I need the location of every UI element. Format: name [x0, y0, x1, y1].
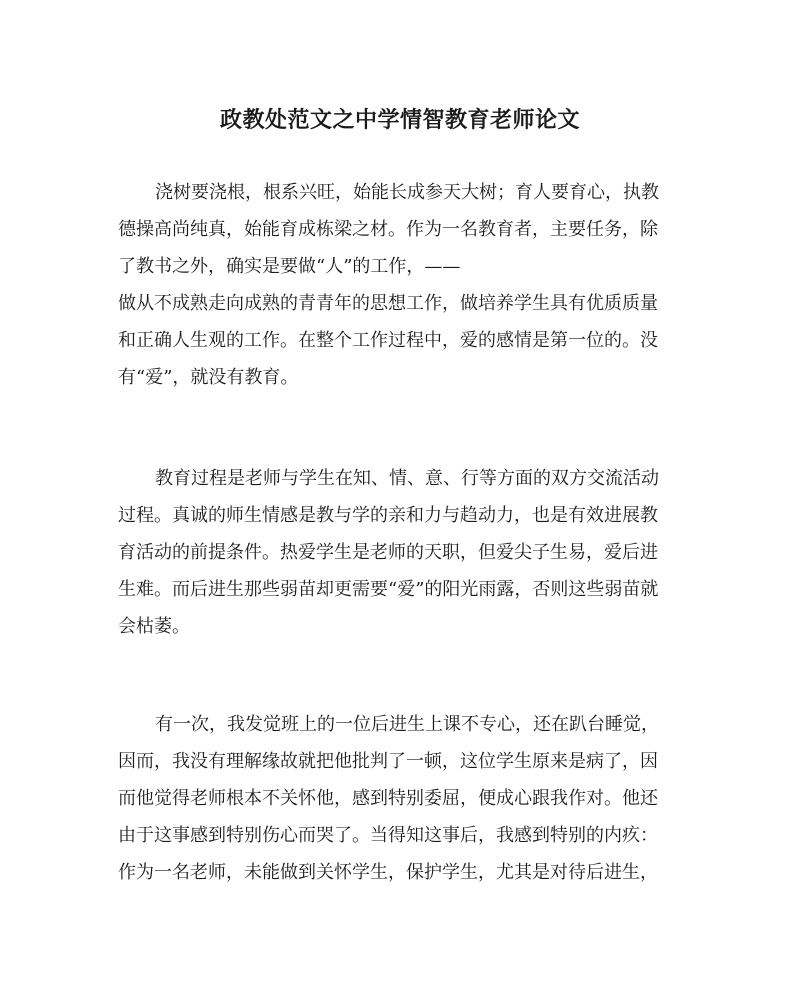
paragraph-line: 和正确人生观的工作。在整个工作过程中，爱的感情是第一位的。没 — [118, 330, 658, 351]
paragraph-line: 浇树要浇根，根系兴旺，始能长成参天大树；育人要育心，执教 — [155, 182, 659, 203]
paragraph-line: 做从不成熟走向成熟的青青年的思想工作，做培养学生具有优质质量 — [118, 293, 658, 314]
paragraph-line: 因而，我没有理解缘故就把他批判了一顿，这位学生原来是病了，因 — [118, 751, 658, 772]
paragraph-line: 育活动的前提条件。热爱学生是老师的天职，但爱尖子生易，爱后进 — [118, 542, 658, 563]
paragraph-2 — [118, 460, 678, 645]
paragraph-line: 有“爱”，就没有教育。 — [118, 367, 299, 388]
paragraph-line: 德操高尚纯真，始能育成栋梁之材。作为一名教育者，主要任务，除 — [118, 219, 658, 240]
paragraph-line: 过程。真诚的师生情感是教与学的亲和力与趋动力，也是有效进展教 — [118, 505, 658, 526]
paragraph-line: 由于这事感到特别伤心而哭了。当得知这事后，我感到特别的内疚： — [118, 825, 658, 846]
paragraph-line: 会枯萎。 — [118, 616, 190, 637]
paragraph-3 — [118, 706, 678, 891]
paragraph-1 — [118, 174, 678, 396]
document-title: 政教处范文之中学情智教育老师论文 — [219, 107, 580, 133]
paragraph-line: 而他觉得老师根本不关怀他，感到特别委屈，便成心跟我作对。他还 — [118, 788, 658, 809]
paragraph-line: 了教书之外，确实是要做“人”的工作，—— — [118, 256, 461, 277]
paragraph-line: 生难。而后进生那些弱苗却更需要“爱”的阳光雨露，否则这些弱苗就 — [118, 579, 659, 600]
paragraph-line: 教育过程是老师与学生在知、情、意、行等方面的双方交流活动 — [155, 468, 659, 489]
paragraph-line: 作为一名老师，未能做到关怀学生，保护学生，尤其是对待后进生， — [118, 862, 658, 883]
paragraph-line: 有一次，我发觉班上的一位后进生上课不专心，还在趴台睡觉， — [155, 714, 659, 735]
